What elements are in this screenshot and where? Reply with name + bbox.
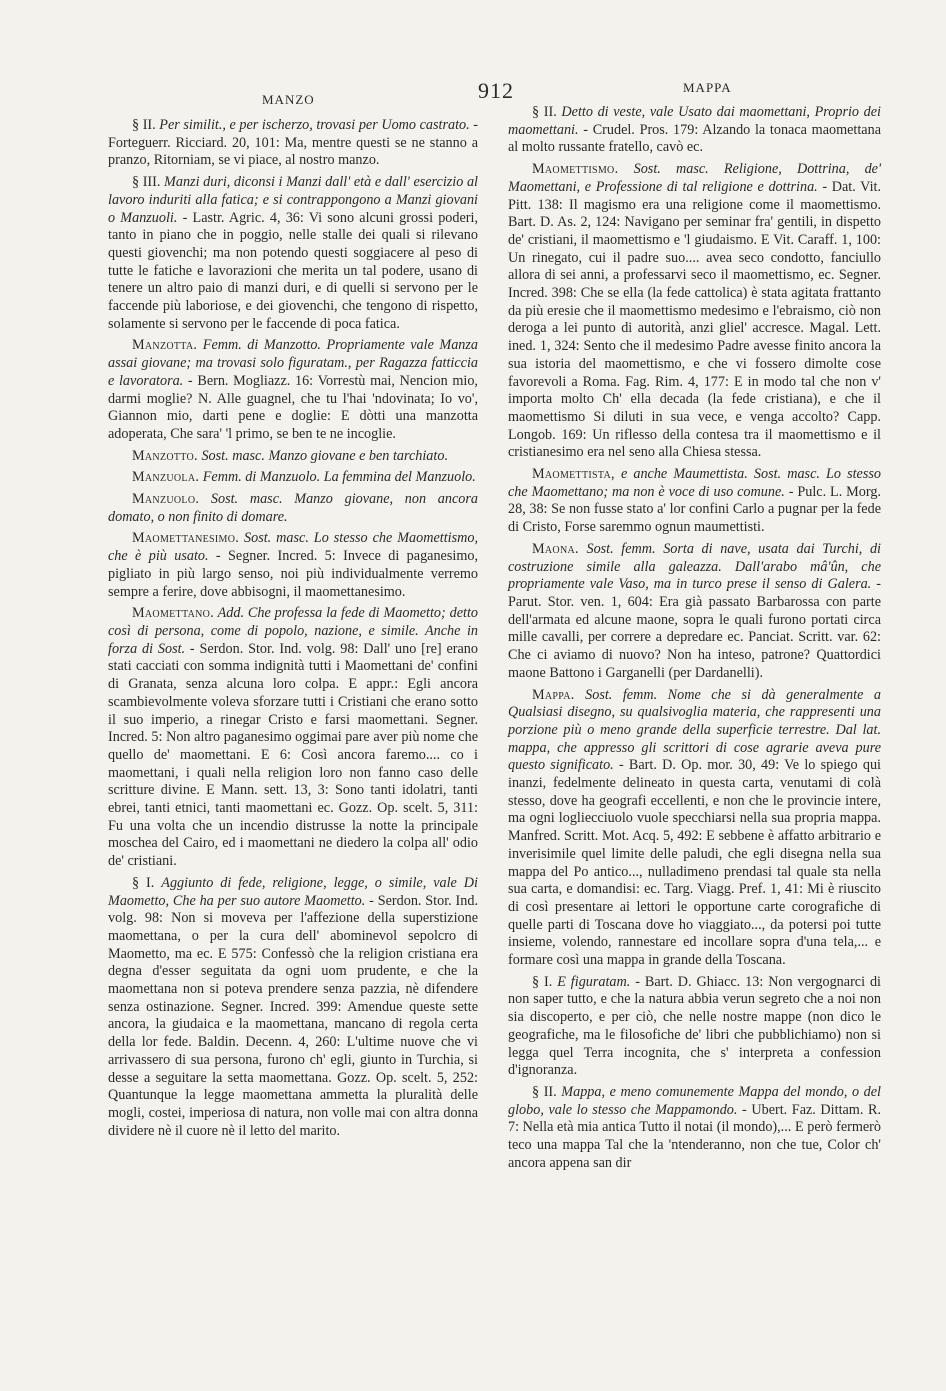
dictionary-entry — [508, 1084, 881, 1173]
definition: Detto di veste, vale Usato dai maomettani, Proprio dei maomettani. — [508, 104, 882, 138]
citations: - Bart. D. Op. mor. 30, 49: Ve lo spiego qui inanzi, fedelmente delineato in questa carta, venutami di colà stesso, dove ha geografi eccellenti, e non che le provincie intere, ma ogni logliecciuolo vuole specchiarsi nella sua propria mappa. Manfred. Scritt. Mot. Acq. 5, 492: E sebbene è affatto arbitrario e inverisimile quel limite delle paludi, che egli disegna nella sua mappa del Po antico..., nulladimeno prendasi tal quale sta nella sua carta, e domandisi: ec. Targ. Viagg. Pref. 1, 41: Mi è riuscito di così presentare ai lettori le opportune carte corografiche di quelle parti di Toscana dove ho viaggiato..., da potersi poi tutte insieme, volendo, rannestare ed incollare sopra d'una tela,... e formare così una mappa in grande della Toscana. — [508, 757, 881, 969]
dictionary-entry — [108, 117, 478, 170]
headword: Manzotta. — [132, 337, 198, 354]
dictionary-entry — [108, 875, 478, 1141]
citations: - Serdon. Stor. Ind. volg. 98: Dall' uno [re] erano stati cacciati con somma indignità tutti i Maomettani de' confini di Granata, senza alcuna loro colpa. E appr.: Egli ancora scambievolmente voleva sforzare tutti i Cristiani che erano sotto il suo imperio, a rinegar Cristo e farsi maomettani. Segner. Incred. 5: Non altro paganesimo oggimai pare aver più nome che quello de' maomettani. E 6: Così ancora faremo.... co i maomettani, i quali nella religion loro non fanno caso delle scritture divine. E Mann. sett. 13, 3: Sono tanti idolatri, tanti ebrei, tanti etnici, tanti maomettani ec. Gozz. Op. scelt. 5, 311: Fu una volta che un incendio distrusse la notte la principale moschea del Cairo, ed i maomettani ne diedero la colpa all' odio de' cristiani. — [108, 640, 478, 870]
headword: Maona. — [532, 540, 579, 557]
citations: - Bern. Mogliazz. 16: Vorrestù mai, Nencion mio, darmi moglie? N. Alle guagnel, che tu l'hai 'ndovinata; Io vo', Giannon mio, darti pene e doglie: E dòtti una manzotta adoperata, Che sara' 'l primo, se ben te ne incoglie. — [108, 372, 478, 442]
right-column — [508, 104, 881, 1172]
definition: Sost. femm. Sorta di nave, usata dai Turchi, di costruzione simile alla galeazza. Dall'arabo mâ'ûn, che propriamente vale Vaso, ma in turco prese il senso di Galera. — [508, 540, 881, 593]
left-column — [108, 117, 478, 1140]
dictionary-entry — [508, 687, 881, 970]
definition: Sost. masc. Religione, Dottrina, de' Maomettani, e Professione di tal religione e dottrina. — [508, 161, 881, 195]
dictionary-entry — [108, 174, 478, 333]
dictionary-entry — [508, 104, 881, 157]
definition: Add. Che professa la fede di Maometto; detto così di persona, come di popolo, nazione, e simile. Anche in forza di Sost. — [108, 605, 478, 657]
citations: - Dat. Vit. Pitt. 138: Il magismo era una religione come il maomettismo. Bart. D. As. 2, 124: Navigano per seminar fra' gentili, in dispetto de' cristiani, il maomettismo e 'l giudaismo. E Vit. Caraff. 1, 100: Un rinegato, cui il padre suo.... avea seco condotto, fanciullo allora di sei anni, a professarvi seco il maomettismo, ec. Segner. Incred. 398: Che se ella (la fede cattolica) è stata agitata frattanto da più eresie che il maomettismo medesimo e l'ebraismo, ciò non deroga a lei punto di autorità, anzi gliel' accresce. Magal. Lett. ined. 1, 324: Sento che il medesimo Padre avesse finito ancora la sua istoria del maomettismo, e che vi fossero dimolte cose favorevoli a Roma. Fag. Rim. 4, 177: E in modo tal che non v' importa molto Ch' ella decada (la fede cristiana), e che il maomettismo Si diluti in sua vece, e venga accolto? Capp. Longob. 169: Un riflesso della contesa tra il maomettismo e il cristianesimo era nel seno alla Chiesa stessa. — [508, 178, 882, 461]
section-mark: § I. — [132, 874, 162, 891]
headword: Manzotto. — [132, 447, 198, 464]
section-mark: § II. — [532, 104, 562, 120]
dictionary-entry — [508, 541, 881, 683]
citations: - Lastr. Agric. 4, 36: Vi sono alcuni grossi poderi, tanto in piano che in poggio, nelle stalle dei quali si rilevano questi giovenchi; ma non potendo questi soggiacere al peso di tutte le fatiche e lavorazioni che merita un tal podere, usano di tenere un altro paio di manzi duri, e di quelli si servono per le faccende più laboriose, e dei giovenchi, che tengono di rispetto, solamente si servono per le faccende di poca fatica. — [108, 209, 478, 332]
definition: Sost. masc. Manzo giovane e ben tarchiato. — [197, 447, 448, 464]
dictionary-entry — [108, 491, 478, 526]
dictionary-entry — [108, 469, 478, 487]
citations: - Crudel. Pros. 179: Alzando la tonaca maomettana al molto russante fratello, cavò ec. — [508, 121, 881, 156]
headword: Maomettanesimo. — [132, 530, 240, 547]
dictionary-entry — [108, 530, 478, 601]
dictionary-entry — [508, 974, 881, 1080]
definition: Per similit., e per ischerzo, trovasi per Uomo castrato. — [159, 117, 470, 133]
section-mark: § II. — [132, 117, 160, 133]
definition: Sost. femm. Nome che si dà generalmente a Qualsiasi disegno, su qualsivoglia materia, che rappresenti una porzione più o meno grande della superficie terrestre. Dal lat. mappa, che appresso gli scrittori di cose agrarie aveva pure questo significato. — [508, 686, 881, 774]
headword: Mappa. — [532, 686, 575, 703]
definition: Mappa, e meno comunemente Mappa del mondo, o del globo, vale lo stesso che Mappamondo. — [508, 1083, 881, 1118]
headword: Manzuolo. — [132, 491, 200, 508]
dictionary-entry — [108, 337, 478, 443]
section-mark: § III. — [132, 174, 165, 191]
headword: Maomettista, — [532, 466, 615, 483]
citations: - Segner. Incred. 5: Invece di paganesimo, pigliato in più largo senso, noi più individualmente verremo sempre a ferire, dove abbisogni, il maomettanesimo. — [108, 548, 478, 600]
definition: Sost. masc. Lo stesso che Maomettismo, che è più usato. — [108, 530, 478, 565]
citations: - Forteguerr. Ricciard. 20, 101: Ma, mentre questi se ne stanno a pranzo, Ritorniam, se vi piace, al nostro manzo. — [108, 117, 478, 169]
definition: Sost. masc. Manzo giovane, non ancora domato, o non finito di domare. — [108, 491, 478, 525]
citations: - Serdon. Stor. Ind. volg. 98: Non si moveva per l'affezione della superstizione maomettana, o per la cura dell' abominevol sepolcro di Maometto, ma ec. E 575: Confessò che la religion cristiana era degna d'esser seguitata da ogni uom prudente, e che la maomettana non si poteva prendere senza pazzia, nè difendere senza ostinazione. Segner. Incred. 399: Amendue queste sette ancora, la giudaica e la maomettana, mancano di regola certa della lor fede. Baldin. Decenn. 4, 260: L'ultime nuove che vi arrivassero di sua persona, furono ch' egli, giunto in Turchia, si desse a seguitare la setta maomettana. Gozz. Op. scelt. 5, 252: Quantunque la legge maomettana ammetta la pluralità delle mogli, costei, imperiosa di natura, non volle mai con altra donna dividere nè il cuore nè il letto del marito. — [108, 892, 478, 1139]
definition: Femm. di Manzotto. Propriamente vale Manza assai giovane; ma trovasi solo figuratam., per Ragazza fatticcia e lavoratora. — [108, 337, 478, 389]
running-head-left: MANZO — [262, 92, 315, 107]
headword: Manzuola. — [132, 469, 200, 486]
citations: - Pulc. L. Morg. 28, 38: Se non fusse stato a' lor confini Carlo a pugnar per la fede di Cristo, Forse saremmo ognun maumettisti. — [508, 483, 881, 536]
citations: - Parut. Stor. ven. 1, 604: Era già passato Barbarossa con parte dell'armata ed alcune maone, sopra le quali furono portati circa mille cavalli, per correre a depredare ec. Panciat. Scritt. var. 62: Che ci aviamo di nuovo? Non ha inteso, patrone? Quattordici maone Battono i Garganelli (per Dardanelli). — [508, 576, 881, 681]
dictionary-entry — [108, 448, 478, 466]
section-mark: § I. — [532, 973, 558, 990]
citations: - Bart. D. Ghiacc. 13: Non vergognarci di non saper tutto, e che la natura abbia verun segreto che a noi non sia discoperto, e per ciò, che nelle nostre mappe (non dico le geografiche, ma le filosofiche de' libri che pubblichiamo) non si legga quel Terra incognita, che s' interpreta a confession d'ignoranza. — [508, 973, 881, 1079]
definition: E figuratam. — [557, 973, 631, 990]
section-mark: § II. — [532, 1083, 562, 1100]
definition: Femm. di Manzuolo. La femmina del Manzuolo. — [199, 469, 476, 486]
definition: e anche Maumettista. Sost. masc. Lo stesso che Maomettano; ma non è voce di uso comune. — [508, 466, 881, 500]
headword: Maomettano. — [132, 605, 214, 622]
definition: Aggiunto di fede, religione, legge, o simile, vale Di Maometto, Che ha per suo autore Maometto. — [108, 874, 478, 909]
running-head-right: MAPPA — [683, 80, 732, 95]
headword: Maomettismo. — [532, 161, 619, 178]
definition: Manzi duri, diconsi i Manzi dall' età e dall' esercizio al lavoro induriti alla fatica; e si contrappongono a Manzi giovani o Manzuoli. — [108, 174, 478, 226]
page-number: 912 — [478, 78, 514, 103]
dictionary-entry — [508, 161, 881, 462]
citations: - Ubert. Faz. Dittam. R. 7: Nella età mia antica Tutto il notai (il mondo),... E però fermerò teco una mappa Tal che la 'ntenderanno, non che tue, Color ch' ancora appena san dir — [508, 1101, 881, 1171]
dictionary-entry — [508, 466, 881, 537]
dictionary-entry — [108, 605, 478, 871]
